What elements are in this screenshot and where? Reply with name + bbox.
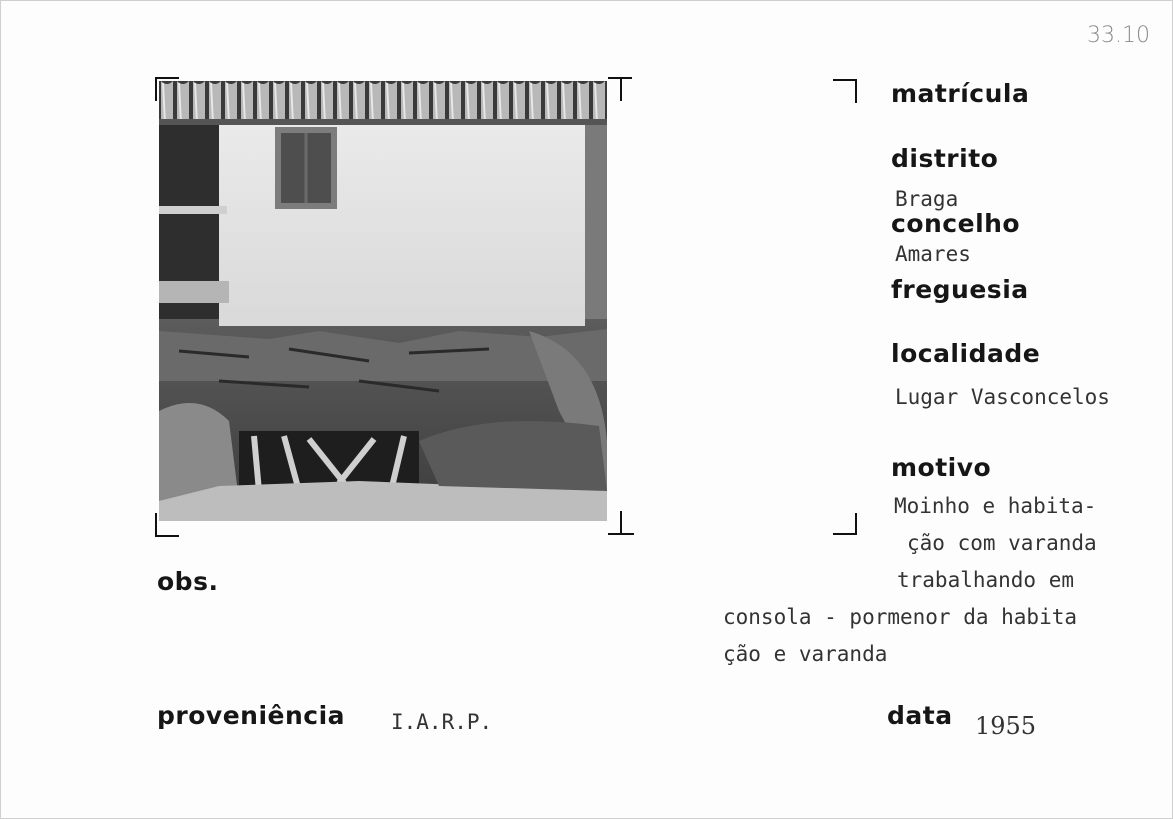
motivo-line-1: Moinho e habita- <box>894 494 1097 518</box>
distrito-label: distrito <box>891 144 999 173</box>
localidade-value: Lugar Vasconcelos <box>895 385 1110 409</box>
mill-photo-illustration <box>159 81 607 521</box>
data-value: 1955 <box>975 712 1037 740</box>
freguesia-label: freguesia <box>891 275 1029 304</box>
distrito-value: Braga <box>895 187 959 211</box>
motivo-line-2: ção com varanda <box>907 531 1097 555</box>
motivo-line-5: ção e varanda <box>723 642 888 666</box>
proveniencia-label: proveniência <box>157 701 346 730</box>
data-label: data <box>887 701 953 730</box>
mill-photograph <box>159 81 607 521</box>
proveniencia-value: I.A.R.P. <box>391 710 493 734</box>
obs-label: obs. <box>157 567 219 596</box>
photo-corner-bottom-right <box>608 533 634 535</box>
field-bracket-top <box>833 79 857 103</box>
concelho-label: concelho <box>891 209 1021 238</box>
motivo-line-4: consola - pormenor da habita <box>723 605 1078 629</box>
field-bracket-bottom <box>833 513 857 535</box>
photo-corner-top-right-stem <box>620 77 622 101</box>
localidade-label: localidade <box>891 339 1041 368</box>
motivo-label: motivo <box>891 453 992 482</box>
concelho-value: Amares <box>895 242 971 266</box>
matricula-label: matrícula <box>891 79 1030 108</box>
motivo-line-3: trabalhando em <box>897 568 1075 592</box>
catalog-number: 33.10 <box>1087 23 1150 48</box>
photo-corner-bottom-right-stem <box>620 511 622 535</box>
